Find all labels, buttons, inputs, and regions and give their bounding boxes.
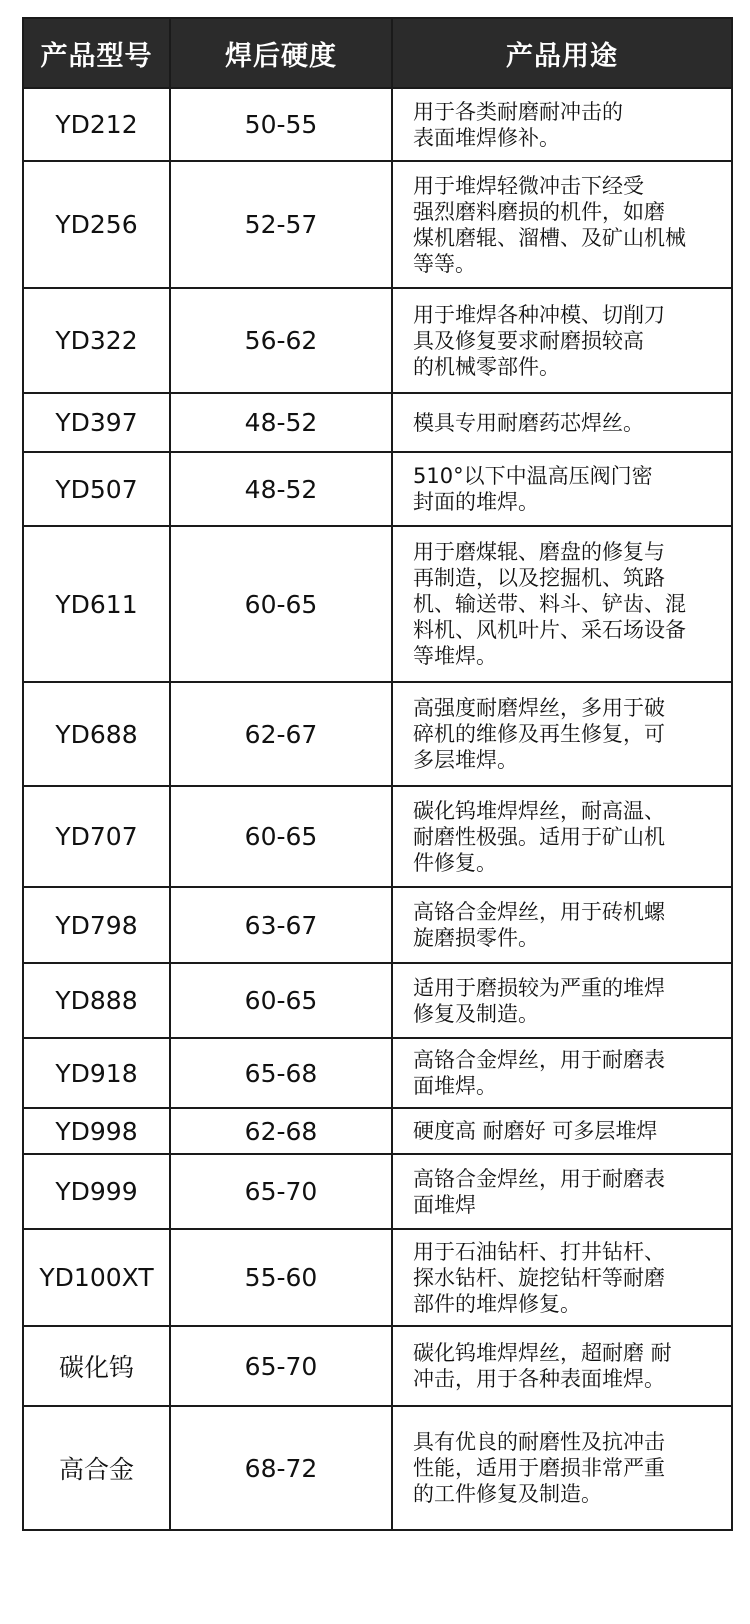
model-cell: YD507 bbox=[23, 452, 170, 526]
usage-text: 硬度高 耐磨好 可多层堆焊 bbox=[413, 1119, 658, 1143]
model-cell: YD999 bbox=[23, 1154, 170, 1229]
usage-text: 用于堆焊轻微冲击下经受 强烈磨料磨损的机件，如磨 煤机磨辊、溜槽、及矿山机械 等等。 bbox=[413, 173, 686, 276]
table-row bbox=[23, 1326, 732, 1406]
model-cell: YD212 bbox=[23, 88, 170, 161]
header-hardness: 焊后硬度 bbox=[170, 18, 392, 88]
usage-text: 高铬合金焊丝，用于耐磨表 面堆焊。 bbox=[413, 1048, 665, 1098]
usage-cell bbox=[392, 526, 732, 682]
usage-cell bbox=[392, 682, 732, 786]
usage-text: 510°以下中温高压阀门密 封面的堆焊。 bbox=[413, 464, 653, 514]
usage-cell bbox=[392, 88, 732, 161]
hardness-cell: 50-55 bbox=[170, 88, 392, 161]
usage-text: 碳化钨堆焊焊丝，耐高温、 耐磨性极强。适用于矿山机 件修复。 bbox=[413, 798, 665, 875]
hardness-cell: 60-65 bbox=[170, 963, 392, 1038]
table-row bbox=[23, 88, 732, 161]
hardness-cell: 60-65 bbox=[170, 526, 392, 682]
usage-cell bbox=[392, 1154, 732, 1229]
usage-text: 用于石油钻杆、打井钻杆、 探水钻杆、旋挖钻杆等耐磨 部件的堆焊修复。 bbox=[413, 1239, 665, 1316]
model-cell: YD888 bbox=[23, 963, 170, 1038]
usage-cell bbox=[392, 1038, 732, 1108]
hardness-cell: 48-52 bbox=[170, 393, 392, 452]
usage-cell bbox=[392, 887, 732, 963]
header-usage: 产品用途 bbox=[392, 18, 732, 88]
hardness-cell: 62-68 bbox=[170, 1108, 392, 1154]
usage-cell bbox=[392, 161, 732, 288]
table-row bbox=[23, 1154, 732, 1229]
table-row bbox=[23, 452, 732, 526]
model-cell: YD798 bbox=[23, 887, 170, 963]
usage-cell bbox=[392, 1326, 732, 1406]
model-cell: YD611 bbox=[23, 526, 170, 682]
usage-text: 适用于磨损较为严重的堆焊 修复及制造。 bbox=[413, 975, 665, 1026]
usage-cell bbox=[392, 1406, 732, 1530]
hardness-cell: 65-70 bbox=[170, 1154, 392, 1229]
header-model: 产品型号 bbox=[23, 18, 170, 88]
hardness-cell: 60-65 bbox=[170, 786, 392, 887]
usage-cell bbox=[392, 1229, 732, 1326]
usage-text: 模具专用耐磨药芯焊丝。 bbox=[413, 410, 644, 435]
usage-text: 用于堆焊各种冲模、切削刀 具及修复要求耐磨损较高 的机械零部件。 bbox=[413, 302, 665, 379]
usage-text: 具有优良的耐磨性及抗冲击 性能，适用于磨损非常严重 的工件修复及制造。 bbox=[413, 1430, 665, 1506]
model-cell: 高合金 bbox=[23, 1406, 170, 1530]
hardness-cell: 68-72 bbox=[170, 1406, 392, 1530]
model-cell: YD918 bbox=[23, 1038, 170, 1108]
usage-text: 碳化钨堆焊焊丝，超耐磨 耐 冲击，用于各种表面堆焊。 bbox=[413, 1341, 672, 1391]
table-row bbox=[23, 1108, 732, 1154]
usage-cell bbox=[392, 393, 732, 452]
table-row bbox=[23, 1229, 732, 1326]
model-cell: YD998 bbox=[23, 1108, 170, 1154]
usage-text: 用于各类耐磨耐冲击的 表面堆焊修补。 bbox=[413, 99, 623, 150]
model-cell: 碳化钨 bbox=[23, 1326, 170, 1406]
model-cell: YD707 bbox=[23, 786, 170, 887]
usage-cell bbox=[392, 1108, 732, 1154]
welding-wire-spec-table bbox=[22, 17, 733, 1531]
usage-text: 高强度耐磨焊丝，多用于破 碎机的维修及再生修复，可 多层堆焊。 bbox=[413, 696, 665, 772]
hardness-cell: 65-70 bbox=[170, 1326, 392, 1406]
hardness-cell: 63-67 bbox=[170, 887, 392, 963]
usage-cell bbox=[392, 963, 732, 1038]
hardness-cell: 65-68 bbox=[170, 1038, 392, 1108]
table-header-row bbox=[23, 18, 732, 88]
model-cell: YD322 bbox=[23, 288, 170, 393]
hardness-cell: 48-52 bbox=[170, 452, 392, 526]
usage-cell bbox=[392, 288, 732, 393]
table-row bbox=[23, 887, 732, 963]
hardness-cell: 56-62 bbox=[170, 288, 392, 393]
table-row bbox=[23, 1406, 732, 1530]
hardness-cell: 52-57 bbox=[170, 161, 392, 288]
usage-cell bbox=[392, 452, 732, 526]
table-row bbox=[23, 682, 732, 786]
model-cell: YD397 bbox=[23, 393, 170, 452]
usage-text: 高铬合金焊丝，用于耐磨表 面堆焊 bbox=[413, 1166, 665, 1217]
table-row bbox=[23, 288, 732, 393]
table-row bbox=[23, 786, 732, 887]
usage-text: 高铬合金焊丝，用于砖机螺 旋磨损零件。 bbox=[413, 900, 665, 950]
table-row bbox=[23, 161, 732, 288]
model-cell: YD100XT bbox=[23, 1229, 170, 1326]
table-row bbox=[23, 963, 732, 1038]
hardness-cell: 62-67 bbox=[170, 682, 392, 786]
model-cell: YD256 bbox=[23, 161, 170, 288]
hardness-cell: 55-60 bbox=[170, 1229, 392, 1326]
usage-text: 用于磨煤辊、磨盘的修复与 再制造，以及挖掘机、筑路 机、输送带、料斗、铲齿、混 料机、风机叶片、采石场设备 等堆焊。 bbox=[413, 540, 686, 668]
table-row bbox=[23, 393, 732, 452]
table-row bbox=[23, 526, 732, 682]
usage-cell bbox=[392, 786, 732, 887]
model-cell: YD688 bbox=[23, 682, 170, 786]
table-row bbox=[23, 1038, 732, 1108]
